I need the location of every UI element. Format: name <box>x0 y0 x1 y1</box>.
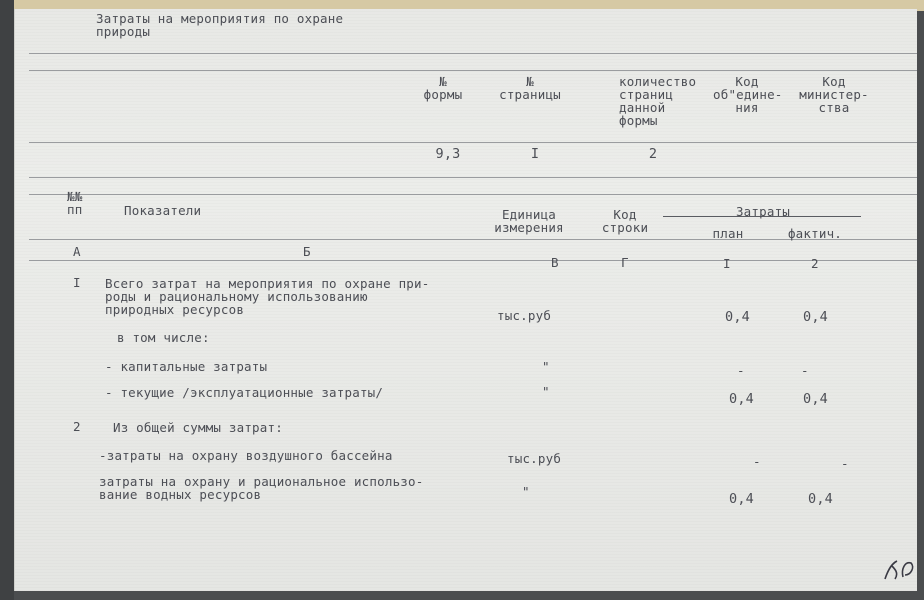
rule-table-top <box>29 194 917 195</box>
row-6-fact: - <box>841 456 849 471</box>
row-5-text: Из общей суммы затрат: <box>113 420 283 435</box>
row-6-unit: тыс.руб <box>507 451 562 466</box>
document-title: Затраты на мероприятия по охране природы <box>96 11 344 39</box>
rule-header-bottom <box>29 177 917 178</box>
col-line-code-header: Код строки <box>601 207 649 235</box>
number-2: 2 <box>811 256 819 271</box>
header-code-ministry-label: Код министер- ства <box>799 74 869 115</box>
letter-g: Г <box>621 255 629 270</box>
header-page-value: I <box>530 146 540 162</box>
row-5-num: 2 <box>73 419 81 434</box>
letter-a: А <box>73 244 81 259</box>
row-4-unit: " <box>542 384 550 399</box>
rule-header-top <box>29 70 917 71</box>
row-1-num: I <box>73 275 81 290</box>
header-pages-count-value: 2 <box>648 146 658 162</box>
row-4-plan: 0,4 <box>729 391 754 407</box>
row-1-plan: 0,4 <box>725 309 750 325</box>
row-3-plan: - <box>737 363 745 378</box>
row-7-unit: " <box>522 484 530 499</box>
row-7-fact: 0,4 <box>808 491 833 507</box>
row-3-fact: - <box>801 363 809 378</box>
row-6-text: -затраты на охрану воздушного бассейна <box>99 448 393 463</box>
number-1: I <box>723 256 731 271</box>
row-3-text: - капитальные затраты <box>105 359 268 374</box>
col-unit-header: Единица измерения <box>494 207 564 235</box>
row-7-plan: 0,4 <box>729 491 754 507</box>
row-3-unit: " <box>542 359 550 374</box>
col-plan-header: план <box>712 226 744 241</box>
col-num-header: №№ пп <box>67 189 83 217</box>
rule-top <box>29 53 917 54</box>
handwritten-page-number-mark <box>881 557 917 583</box>
col-indicators-header: Показатели <box>124 203 202 218</box>
header-form-value: 9,3 <box>435 146 461 162</box>
rule-letters-bottom <box>29 260 917 261</box>
row-1-text: Всего затрат на мероприятия по охране при- роды и рациональному использованию природных ресурсов <box>105 276 430 317</box>
row-4-text: - текущие /эксплуатационные затраты/ <box>105 385 384 400</box>
rule-header-mid <box>29 142 917 143</box>
row-7-text: затраты на охрану и рациональное использо- вание водных ресурсов <box>99 474 424 502</box>
document-sheet <box>14 9 917 591</box>
col-costs-header: Затраты <box>735 204 791 219</box>
letter-b: Б <box>303 244 311 259</box>
header-code-assoc-label: Код об"едине- ния <box>713 74 783 115</box>
header-form-label: № формы <box>423 74 463 102</box>
row-2-text: в том числе: <box>117 330 210 345</box>
row-1-fact: 0,4 <box>803 309 828 325</box>
letter-v: В <box>551 255 559 270</box>
header-page-label: № страницы <box>499 74 561 102</box>
row-4-fact: 0,4 <box>803 391 828 407</box>
col-fact-header: фактич. <box>787 226 843 241</box>
page-left-shadow <box>0 0 14 600</box>
row-1-unit: тыс.руб <box>497 308 552 323</box>
header-pages-count-label: количество страниц данной формы <box>619 74 697 128</box>
row-6-plan: - <box>753 454 761 469</box>
